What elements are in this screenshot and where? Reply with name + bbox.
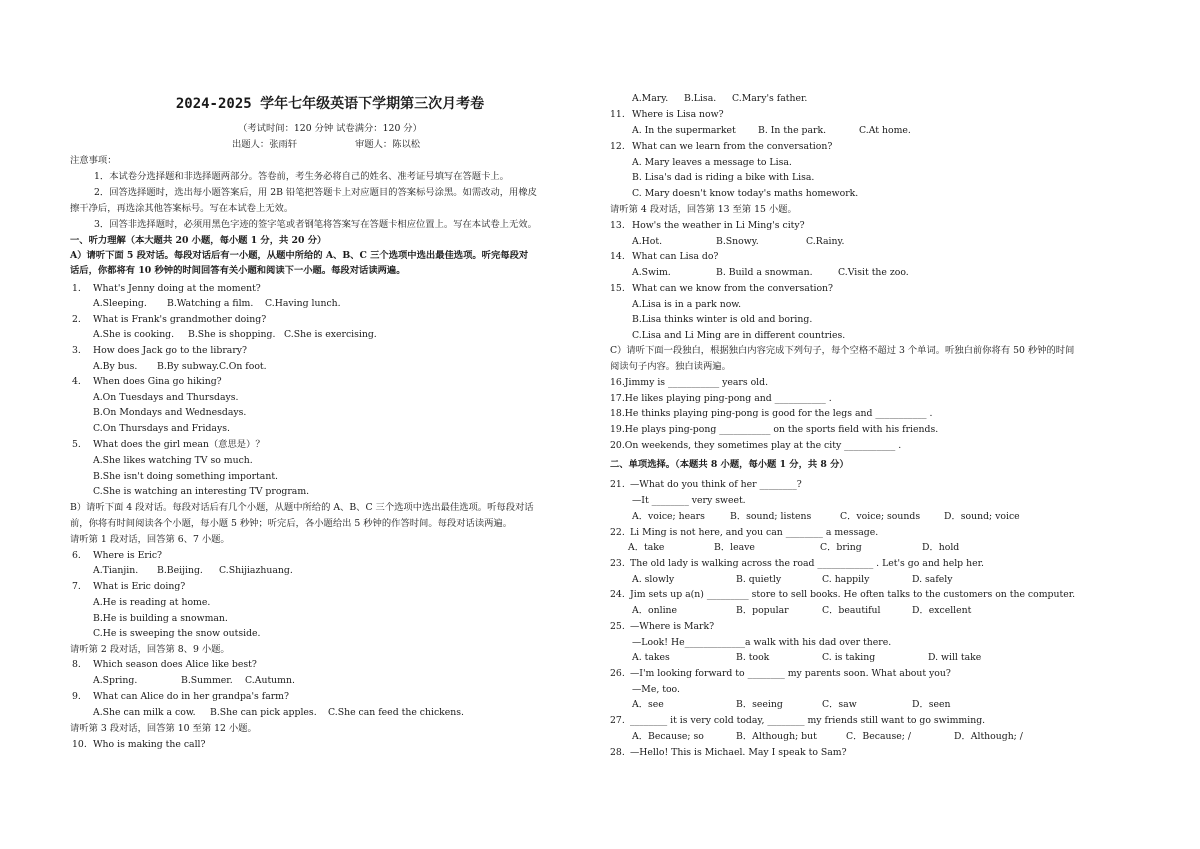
option: C. Mary doesn't know today's maths homework.: [632, 188, 859, 199]
option: C．saw: [822, 699, 857, 710]
question-number: 10.: [72, 739, 87, 750]
exam-title: 2024-2025 学年七年级英语下学期第三次月考卷: [175, 96, 485, 112]
option: B.Beijing.: [157, 565, 203, 576]
question-23: The old lady is walking across the road ____________ . Let's go and help her.: [630, 558, 984, 569]
question-number: 23.: [610, 558, 625, 569]
option: C.Lisa and Li Ming are in different countries.: [632, 330, 846, 341]
option: A.Spring.: [93, 675, 138, 686]
question-17: 17.He likes playing ping-pong and ___________ .: [610, 393, 832, 404]
question-number: 9.: [72, 691, 81, 702]
dialogue-3-prompt: 请听第 3 段对话，回答第 10 至第 12 小题。: [70, 723, 257, 734]
option: B. Lisa's dad is riding a bike with Lisa.: [632, 172, 815, 183]
question-12: What can we learn from the conversation?: [632, 141, 833, 152]
question-number: 3.: [72, 345, 81, 356]
question-10: Who is making the call?: [93, 739, 206, 750]
question-number: 22.: [610, 527, 625, 538]
question-number: 1.: [72, 283, 81, 294]
option: B.She isn't doing something important.: [93, 471, 279, 482]
part-c-instructions-cont: 阅读句子内容。独白读两遍。: [610, 361, 731, 372]
option: B．popular: [736, 605, 789, 616]
question-number: 7.: [72, 581, 81, 592]
option: A. Mary leaves a message to Lisa.: [632, 157, 792, 168]
option: A.Sleeping.: [93, 298, 147, 309]
part-a-instructions-cont: 话后，你都将有 10 秒钟的时间回答有关小题和阅读下一小题。每段对话读两遍。: [70, 265, 406, 276]
section1-heading: 一、听力理解（本大题共 20 小题，每小题 1 分，共 20 分）: [70, 235, 327, 246]
question-number: 28.: [610, 747, 625, 758]
dialogue-1-prompt: 请听第 1 段对话，回答第 6、7 小题。: [70, 534, 230, 545]
part-b-instructions-cont: 前，你将有时间阅读各个小题，每小题 5 秒钟；听完后，各小题给出 5 秒钟的作答时间。每段对话读两遍。: [70, 518, 513, 529]
question-25: —Where is Mark?: [630, 621, 715, 632]
option: D．seen: [912, 699, 951, 710]
option: D．excellent: [912, 605, 972, 616]
setter: 出题人：张雨轩: [232, 139, 298, 150]
question-26: —I'm looking forward to ________ my parents soon. What about you?: [630, 668, 951, 679]
option: A.By bus.: [93, 361, 138, 372]
option: B．leave: [714, 542, 755, 553]
question-7: What is Eric doing?: [93, 581, 186, 592]
question-number: 8.: [72, 659, 81, 670]
question-19: 19.He plays ping-pong ___________ on the sports field with his friends.: [610, 424, 939, 435]
option: C.On Thursdays and Fridays.: [93, 423, 230, 434]
question-28: —Hello! This is Michael. May I speak to Sam?: [630, 747, 847, 758]
option: B.Lisa thinks winter is old and boring.: [632, 314, 813, 325]
option: B.She can pick apples.: [210, 707, 317, 718]
question-2: What is Frank's grandmother doing?: [93, 314, 267, 325]
question-number: 14.: [610, 251, 625, 262]
option: C. happily: [822, 574, 870, 585]
question-number: 6.: [72, 550, 81, 561]
option: D. will take: [928, 652, 982, 663]
option: B.Lisa.: [684, 93, 717, 104]
option: B. took: [736, 652, 770, 663]
option: C.She is exercising.: [284, 329, 377, 340]
option: A.Hot.: [632, 236, 663, 247]
option: B.By subway.: [157, 361, 220, 372]
option: B．Although; but: [736, 731, 817, 742]
question-1: What's Jenny doing at the moment?: [93, 283, 261, 294]
question-number: 25.: [610, 621, 625, 632]
question-14: What can Lisa do?: [632, 251, 719, 262]
option: A．online: [632, 605, 678, 616]
option: B.Summer.: [181, 675, 233, 686]
option: A.Mary.: [632, 93, 669, 104]
question-3: How does Jack go to the library?: [93, 345, 247, 356]
option: B. In the park.: [758, 125, 827, 136]
question-6: Where is Eric?: [93, 550, 163, 561]
option: A. takes: [632, 652, 670, 663]
option: C.Mary's father.: [732, 93, 808, 104]
question-21-line2: —It ________ very sweet.: [632, 495, 746, 506]
option: C.Autumn.: [245, 675, 295, 686]
question-13: How's the weather in Li Ming's city?: [632, 220, 805, 231]
option: C．Because; /: [846, 731, 911, 742]
question-26-line2: —Me, too.: [632, 684, 680, 695]
section2-heading: 二、单项选择。（本题共 8 小题，每小题 1 分，共 8 分）: [610, 459, 849, 470]
option: A．see: [632, 699, 664, 710]
question-27: ________ it is very cold today, ________ my friends still want to go swimming.: [630, 715, 986, 726]
option: A.Swim.: [632, 267, 671, 278]
option: C.Shijiazhuang.: [219, 565, 293, 576]
question-21: —What do you think of her ________?: [630, 479, 802, 490]
question-number: 5.: [72, 439, 81, 450]
option: B.Snowy.: [716, 236, 759, 247]
option: D．hold: [922, 542, 960, 553]
option: C.She can feed the chickens.: [328, 707, 464, 718]
option: A.Lisa is in a park now.: [632, 299, 742, 310]
option: A.On Tuesdays and Thursdays.: [93, 392, 239, 403]
option: C．beautiful: [822, 605, 881, 616]
option: A.She can milk a cow.: [93, 707, 196, 718]
option: A.She is cooking.: [93, 329, 175, 340]
note-2-cont: 擦干净后，再选涂其他答案标号。写在本试卷上无效。: [70, 203, 294, 214]
option: C.She is watching an interesting TV program.: [93, 486, 310, 497]
note-1: 1．本试卷分选择题和非选择题两部分。答卷前，考生务必将自己的姓名、准考证号填写在答题卡上。: [94, 171, 509, 182]
option: A.He is reading at home.: [93, 597, 211, 608]
part-a-instructions: A）请听下面 5 段对话。每段对话后有一小题，从题中所给的 A、B、C 三个选项中选出最佳选项。听完每段对: [70, 250, 529, 261]
note-3: 3．回答非选择题时，必须用黑色字迹的签字笔或者钢笔将答案写在答题卡相应位置上。写在本试卷上无效。: [94, 219, 537, 230]
option: A.Tianjin.: [93, 565, 139, 576]
option: A.She likes watching TV so much.: [93, 455, 253, 466]
option: B. quietly: [736, 574, 782, 585]
note-2: 2．回答选择题时，选出每小题答案后，用 2B 铅笔把答题卡上对应题目的答案标号涂黑。如需改动，用橡皮: [94, 187, 537, 198]
question-number: 2.: [72, 314, 81, 325]
question-number: 21.: [610, 479, 625, 490]
option: A．voice; hears: [632, 511, 705, 522]
option: C．bring: [820, 542, 862, 553]
option: D. safely: [912, 574, 953, 585]
question-25-line2: —Look! He_____________a walk with his dad over there.: [632, 637, 892, 648]
option: B.Watching a film.: [167, 298, 254, 309]
question-number: 26.: [610, 668, 625, 679]
question-8: Which season does Alice like best?: [93, 659, 257, 670]
question-4: When does Gina go hiking?: [93, 376, 222, 387]
question-number: 24.: [610, 589, 625, 600]
question-number: 4.: [72, 376, 81, 387]
question-number: 11.: [610, 109, 625, 120]
option: D．sound; voice: [944, 511, 1020, 522]
option: C.Rainy.: [806, 236, 845, 247]
question-18: 18.He thinks playing ping-pong is good for the legs and ___________ .: [610, 408, 933, 419]
option: C.Having lunch.: [265, 298, 341, 309]
option: A. slowly: [632, 574, 675, 585]
question-15: What can we know from the conversation?: [632, 283, 834, 294]
option: C.On foot.: [219, 361, 267, 372]
question-11: Where is Lisa now?: [632, 109, 724, 120]
question-number: 15.: [610, 283, 625, 294]
option: D．Although; /: [954, 731, 1023, 742]
option: C.At home.: [859, 125, 911, 136]
question-16: 16.Jimmy is ___________ years old.: [610, 377, 769, 388]
option: B．sound; listens: [730, 511, 812, 522]
dialogue-4-prompt: 请听第 4 段对话，回答第 13 至第 15 小题。: [610, 204, 797, 215]
part-b-instructions: B）请听下面 4 段对话。每段对话后有几个小题，从题中所给的 A、B、C 三个选项中选出最佳选项。听每段对话: [70, 502, 534, 513]
option: C.He is sweeping the snow outside.: [93, 628, 261, 639]
option: B.He is building a snowman.: [93, 613, 228, 624]
question-number: 27.: [610, 715, 625, 726]
option: A．Because; so: [632, 731, 704, 742]
dialogue-2-prompt: 请听第 2 段对话，回答第 8、9 小题。: [70, 644, 230, 655]
question-number: 12.: [610, 141, 625, 152]
notes-heading: 注意事项：: [70, 155, 117, 166]
option: B.On Mondays and Wednesdays.: [93, 407, 247, 418]
question-22: Li Ming is not here, and you can ________ a message.: [630, 527, 879, 538]
question-9: What can Alice do in her grandpa's farm?: [93, 691, 289, 702]
option: C．voice; sounds: [840, 511, 921, 522]
option: A．take: [628, 542, 665, 553]
option: A. In the supermarket: [632, 125, 736, 136]
question-20: 20.On weekends, they sometimes play at the city ___________ .: [610, 440, 902, 451]
option: C. is taking: [822, 652, 876, 663]
question-5: What does the girl mean（意思是）？: [93, 439, 265, 450]
option: B．seeing: [736, 699, 783, 710]
question-24: Jim sets up a(n) _________ store to sell books. He often talks to the customers on the computer.: [630, 589, 1076, 600]
exam-info: （考试时间：120 分钟 试卷满分：120 分）: [238, 123, 422, 134]
option: B. Build a snowman.: [716, 267, 813, 278]
question-number: 13.: [610, 220, 625, 231]
option: C.Visit the zoo.: [838, 267, 909, 278]
option: B.She is shopping.: [188, 329, 276, 340]
part-c-instructions: C）请听下面一段独白，根据独白内容完成下列句子，每个空格不超过 3 个单词。听独白前你将有 50 秒钟的时间: [610, 345, 1075, 356]
reviewer: 审题人：陈以松: [355, 139, 421, 150]
